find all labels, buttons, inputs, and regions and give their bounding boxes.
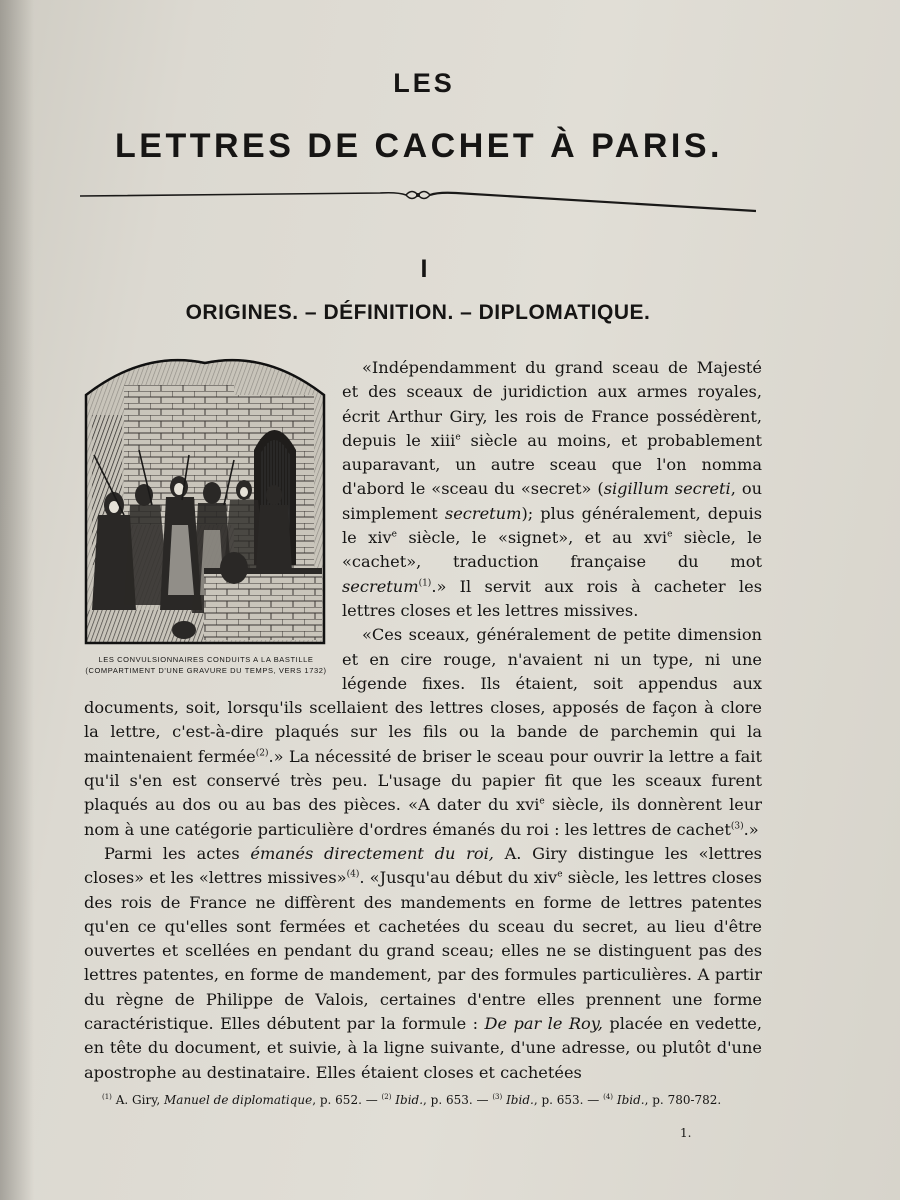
title-line-2: LETTRES DE CACHET À PARIS. — [115, 127, 723, 165]
figure-caption-line-2: (COMPARTIMENT D'UNE GRAVURE DU TEMPS, VERS 1732) — [85, 666, 327, 675]
signature-mark: 1. — [680, 1126, 692, 1140]
section-title: ORIGINES. – DÉFINITION. – DIPLOMATIQUE. — [185, 301, 651, 324]
paragraph-1: «Indépendamment du grand sceau de Majesté et des sceaux de juridiction aux armes royales, écrit Arthur Giry, les rois de France possédèrent, depuis le xiii$^e$ siècle au moins, et probablement auparavant, un autre sceau que l'on nomma d'abord le «sceau du «secret» (sigillum secreti, ou simplement secretum); plus généralement, depuis le xiv$^e$ siècle, le «signet», et au xvi$^e$ siècle, le «cachet», traduction française du mot secretum$^{(1)}$.» Il servit aux rois à cacheter les lettres closes et les lettres missives. — [342, 358, 763, 620]
paragraph-3: Parmi les actes émanés directement du roi, A. Giry distingue les «lettres closes» et les «lettres missives»$^{(4)}$. «Jusqu'au début du xiv$^e$ siècle, les lettres closes des rois de France ne diffèrent des mandements en forme de lettres patentes qu'en ce qu'elles sont fermées et cachetées du sceau du secret, au lieu d'être ouvertes et scellées en pendant du grand sceau; elles ne se distinguent pas des lettres patentes, en forme de mandement, par des formules particulières. A partir du règne de Philippe de Valois, certaines d'entre elles prennent une forme caractéristique. Elles débutent par la formule : De par le Roy, placée en vedette, en tête du document, et suivie, à la ligne suivante, d'une adresse, ou plutôt d'une apostrophe au destinataire. Elles étaient closes et cachetées — [84, 843, 762, 1082]
title-rule-ornament — [80, 183, 756, 217]
title-line-1: LES — [393, 68, 455, 98]
illustration-float-space — [84, 356, 342, 674]
page-gutter-shadow — [0, 0, 34, 1200]
footnotes: $^{(1)}$ A. Giry, Manuel de diplomatique, p. 652. — $^{(2)}$ Ibid., p. 653. — $^{(3)}$ Ibid., p. 653. — $^{(4)}$ Ibid., p. 780-782. — [102, 1093, 722, 1107]
figure-caption-line-1: LES CONVULSIONNAIRES CONDUITS A LA BASTILLE — [98, 655, 314, 664]
section-number: I — [420, 255, 428, 283]
paragraph-2: «Ces sceaux, généralement de petite dimension et en cire rouge, n'avaient ni un type, ni une légende fixes. Ils étaient, soit appendus aux documents, soit, lorsqu'ils scellaient des lettres closes, apposés de façon à clore la lettre, c'est-à-dire plaqués sur les fils ou la bande de parchemin qui la maintenaient fermée$^{(2)}$.» La nécessité de briser le sceau pour ouvrir la lettre a fait qu'il s'en est conservé très peu. L'usage du papier fit que les sceaux furent plaqués au dos ou au bas des pièces. «A dater du xvi$^e$ siècle, ils donnèrent leur nom à une catégorie particulière d'ordres émanés du roi : les lettres de cachet$^{(3)}$.» — [84, 625, 763, 839]
body-text — [84, 356, 762, 1085]
